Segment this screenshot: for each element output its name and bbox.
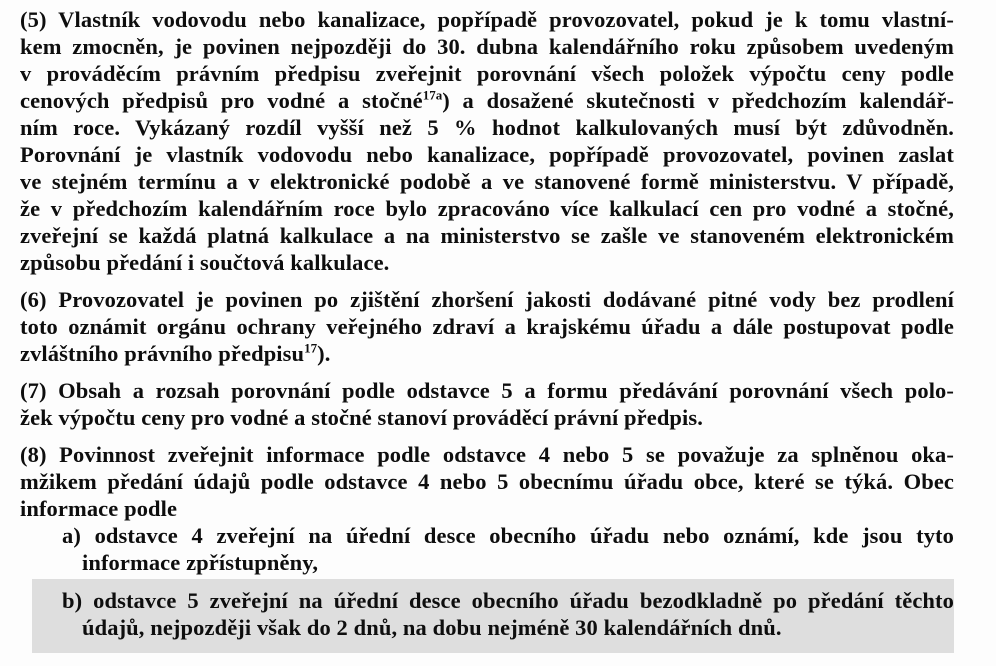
text-line: Porovnání je vlastník vodovodu nebo kanalizace, popřípadě provozovatel, povinen zaslat — [20, 142, 954, 167]
text-line: toto oznámit orgánu ochrany veřejného zdraví a krajskému úřadu a dále postupovat podle — [20, 314, 954, 339]
text-line: (6) Provozovatel je povinen po zjištění zhoršení jakosti dodávané pitné vody bez prodlení — [20, 287, 954, 312]
text-line: ve stejném termínu a v elektronické podobě a ve stanovené formě ministerstvu. V případě, — [20, 169, 954, 194]
text-line: (8) Povinnost zveřejnit informace podle odstavce 4 nebo 5 se považuje za splněnou oka- — [20, 442, 954, 467]
footnote-reference: 17a — [422, 87, 443, 103]
paragraph-7 — [20, 377, 954, 431]
text-line: zveřejní se každá platná kalkulace a na ministerstvo se zašle ve stanoveném elektronickém — [20, 223, 954, 248]
text-line: kem zmocněn, je povinen nejpozději do 30. dubna kalendářního roku způsobem uvedeným — [20, 34, 954, 59]
text-line: informace podle — [20, 496, 178, 521]
paragraph-5 — [20, 6, 954, 276]
text-line: b) odstavce 5 zveřejní na úřední desce obecního úřadu bezodkladně po předání těchto — [62, 588, 954, 613]
text-line: v prováděcím právním předpisu zveřejnit porovnání všech položek výpočtu ceny podle — [20, 61, 954, 86]
text-line: (7) Obsah a rozsah porovnání podle odstavce 5 a formu předávání porovnání všech polo- — [20, 378, 954, 403]
text-line: mžikem předání údajů podle odstavce 4 nebo 5 obecnímu úřadu obce, které se týká. Obec — [20, 469, 954, 494]
text-line: údajů, nejpozději však do 2 dnů, na dobu nejméně 30 kalendářních dnů. — [82, 615, 782, 640]
text-line: cenových předpisů pro vodné a stočné$^{17a}$) a dosažené skutečnosti v předchozím kalendář- — [20, 87, 954, 113]
text-line: zvláštního právního předpisu$^{17}$). — [20, 340, 331, 366]
text-line: (5) Vlastník vodovodu nebo kanalizace, popřípadě provozovatel, pokud je k tomu vlastní- — [20, 7, 954, 32]
text-line: informace zpřístupněny, — [82, 550, 319, 575]
list-item-a — [20, 522, 954, 576]
text-line: způsobu předání i součtová kalkulace. — [20, 250, 390, 275]
text-line: a) odstavce 4 zveřejní na úřední desce obecního úřadu nebo oznámí, kde jsou tyto — [62, 523, 954, 548]
list-item-b-highlighted — [32, 579, 954, 653]
text-line: ním roce. Vykázaný rozdíl vyšší než 5 % hodnot kalkulovaných musí být zdůvodněn. — [20, 115, 954, 140]
footnote-reference: 17 — [304, 340, 318, 356]
paragraph-6 — [20, 286, 954, 367]
text-line: žek výpočtu ceny pro vodné a stočné stanoví prováděcí právní předpis. — [20, 405, 703, 430]
paragraph-8 — [20, 441, 954, 522]
text-line: že v předchozím kalendářním roce bylo zpracováno více kalkulací cen pro vodné a stočné, — [20, 196, 954, 221]
